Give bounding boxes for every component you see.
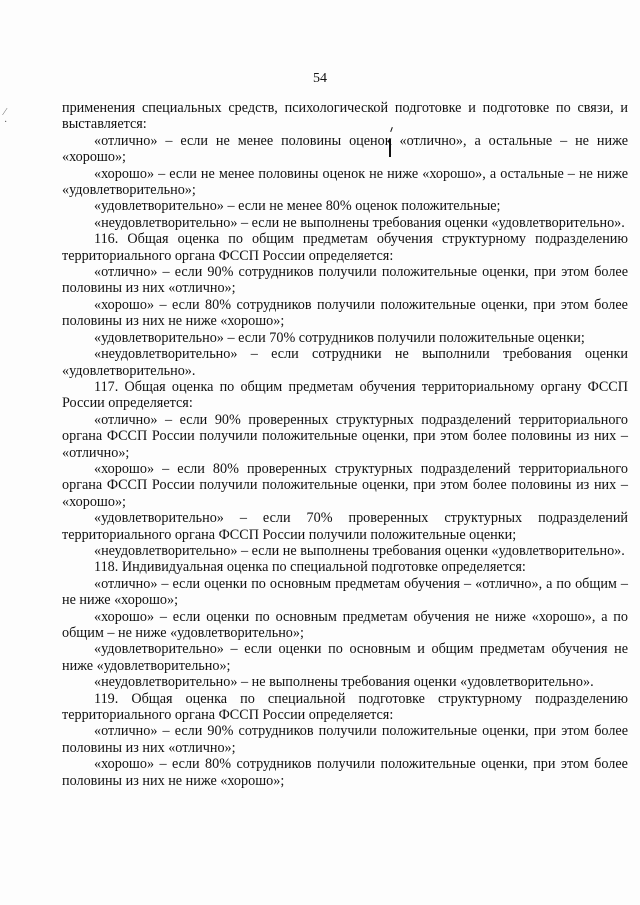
paragraph: «удовлетворительно» – если 70% сотрудников получили положительные оценки; <box>94 329 585 346</box>
paragraph: «хорошо» – если 80% сотрудников получили положительные оценки, при этом более половины из них не ниже «хорошо»; <box>62 756 628 789</box>
paragraph: «удовлетворительно» – если не менее 80% оценок положительные; <box>94 198 501 215</box>
paragraph: «неудовлетворительно» – если не выполнены требования оценки «удовлетворительно». <box>94 214 625 231</box>
paragraph: 119. Общая оценка по специальной подготовке структурному подразделению территориального органа ФССП России определяется: <box>62 690 628 724</box>
paragraph: «хорошо» – если 80% проверенных структурных подразделений территориального органа ФССП России получили положительные оценки, при этом более половины из них – «хорошо»; <box>62 460 628 510</box>
paragraph: «удовлетворительно» – если оценки по основным и общим предметам обучения не ниже «удовлетворительно»; <box>62 641 628 674</box>
scan-artifact-icon: ⁄ · <box>4 107 8 128</box>
paragraph: «хорошо» – если оценки по основным предметам обучения не ниже «хорошо», а по общим – не ниже «удовлетворительно»; <box>62 608 628 641</box>
paragraph: «неудовлетворительно» – не выполнены требования оценки «удовлетворительно». <box>94 674 594 691</box>
paragraph: «неудовлетворительно» – если сотрудники не выполнили требования оценки «удовлетворительно». <box>62 346 628 379</box>
paragraph: «отлично» – если 90% сотрудников получили положительные оценки, при этом более половины из них «отлично»; <box>62 723 628 756</box>
paragraph: 117. Общая оценка по общим предметам обучения территориальному органу ФССП России определяется: <box>62 378 628 412</box>
paragraph: «отлично» – если оценки по основным предметам обучения – «отлично», а по общим – не ниже «хорошо»; <box>62 575 628 609</box>
paragraph: 116. Общая оценка по общим предметам обучения структурному подразделению территориального органа ФССП России определяется: <box>62 231 628 264</box>
paragraph: «отлично» – если 90% сотрудников получили положительные оценки, при этом более половины из них «отлично»; <box>62 264 628 297</box>
paragraph: 118. Индивидуальная оценка по специальной подготовке определяется: <box>94 559 526 576</box>
paragraph: применения специальных средств, психологической подготовке и подготовке по связи, и выставляется: <box>62 100 628 133</box>
paragraph: «неудовлетворительно» – если не выполнены требования оценки «удовлетворительно». <box>94 542 625 559</box>
paragraph: «отлично» – если не менее половины оценок «отлично», а остальные – не ниже «хорошо»; <box>62 132 628 166</box>
paragraph: «отлично» – если 90% проверенных структурных подразделений территориального органа ФССП России получили положительные оценки, при этом более половины из них – «отлично»; <box>62 411 628 461</box>
paragraph: «удовлетворительно» – если 70% проверенных структурных подразделений территориального органа ФССП России получили положительные оценки; <box>62 510 628 543</box>
document-body <box>62 100 628 789</box>
paragraph: «хорошо» – если не менее половины оценок не ниже «хорошо», а остальные – не ниже «удовлетворительно»; <box>62 165 628 199</box>
paragraph: «хорошо» – если 80% сотрудников получили положительные оценки, при этом более половины из них не ниже «хорошо»; <box>62 296 628 330</box>
page-number: 54 <box>313 71 327 86</box>
